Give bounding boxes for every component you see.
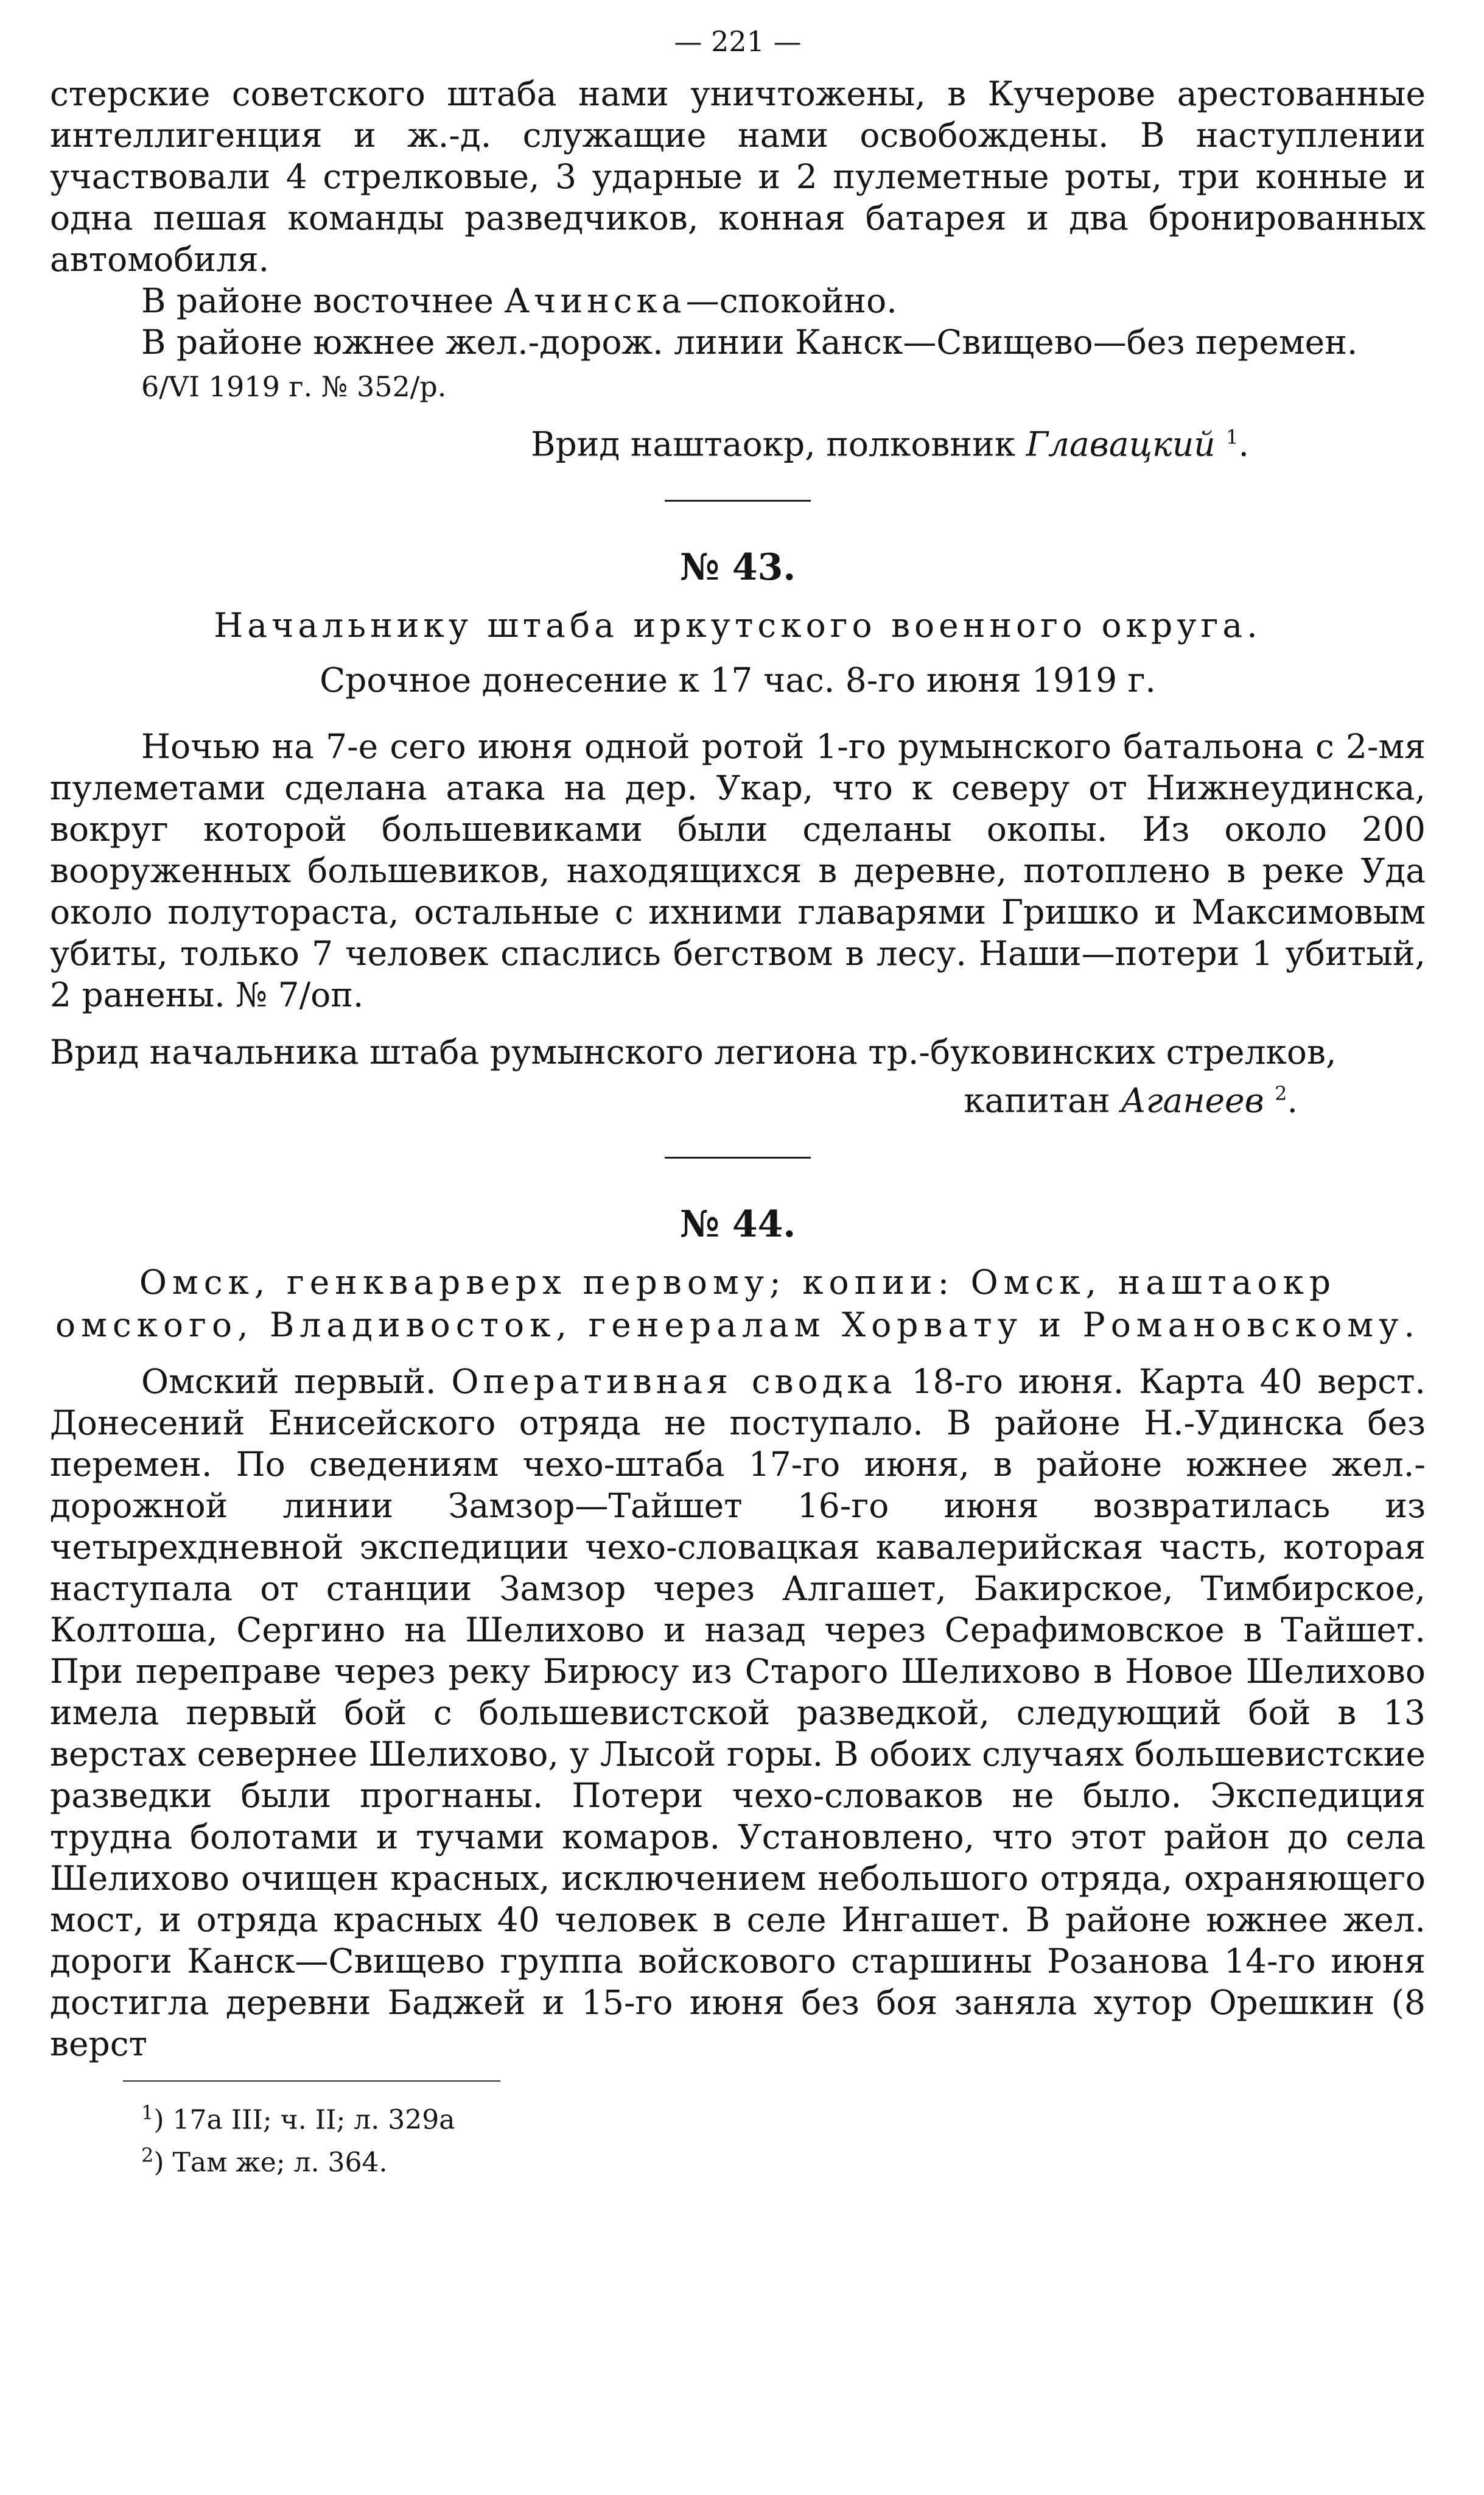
footnote-2: $^2$) Там же; л. 364.: [141, 2144, 388, 2178]
paragraph-top-2: В районе восточнее Ачинска—спокойно.: [141, 281, 897, 320]
document-number-43: № 43.: [679, 546, 796, 589]
place-name-achinsk: Ачинска: [504, 281, 686, 320]
footnote-divider: [123, 2080, 500, 2082]
document-page: [50, 23, 1426, 2181]
document-reference: 6/VI 1919 г. № 352/р.: [141, 370, 447, 403]
section-divider: [665, 1157, 811, 1159]
document-body-44: Омский первый. Оперативная сводка 18-го июня. Карта 40 верст. Донесений Енисейского отряда не поступало. В районе Н.-Удинска без перемен. По сведениям чехо-штаба 17-го июня, в районе южнее жел.-дорожной линии Замзор—Тайшет 16-го июня возвратилась из четырехдневной экспедиции чехо-словацкая кавалерийская часть, которая наступала от станции Замзор через Алгашет, Бакирское, Тимбирское, Колтоша, Сергино на Шелихово и назад через Серафимовское в Тайшет. При переправе через реку Бирюсу из Старого Шелихово в Новое Шелихово имела первый бой с большевистской разведкой, следующий бой в 13 верстах севернее Шелихово, у Лысой горы. В обоих случаях большевистские разведки были прогнаны. Потери чехо-словаков не было. Экспедиция трудна болотами и тучами комаров. Установлено, что этот район до села Шелихово очищен красных, исключением небольшого отряда, охраняющего мост, и отряда красных 40 человек в селе Ингашет. В районе южнее жел. дороги Канск—Свищево группа войскового старшины Розанова 14-го июня достигла деревни Баджей и 15-го июня без боя заняла хутор Орешкин (8 верст: [50, 1361, 1426, 2063]
signature-top: Врид наштаокр, полковник Главацкий $^1$.: [531, 424, 1249, 464]
document-heading-43: Срочное донесение к 17 час. 8-го июня 1919 г.: [320, 661, 1156, 700]
signature-43-line-2: капитан Аганеев $^2$.: [964, 1081, 1298, 1120]
report-title: Оперативная сводка: [451, 1361, 897, 1401]
signature-43-line-1: Врид начальника штаба румынского легиона тр.-буковинских стрелков,: [50, 1033, 1337, 1072]
document-number-44: № 44.: [679, 1202, 796, 1246]
paragraph-top-1: стерские советского штаба нами уничтожены, в Кучерове арестованные интеллигенция и ж.-д. служащие нами освобождены. В наступлении участвовали 4 стрелковые, 3 ударные и 2 пулеметные роты, три конные и одна пешая команды разведчиков, конная батарея и два бронированных автомобиля.: [50, 74, 1426, 279]
document-body-43: Ночью на 7-е сего июня одной ротой 1-го румынского батальона с 2-мя пулеметами сделана атака на дер. Укар, что к северу от Нижнеудинска, вокруг которой большевиками были сделаны окопы. Из около 200 вооруженных большевиков, находящихся в деревне, потоплено в реке Уда около полутораста, остальные с ихними главарями Гришко и Максимовым убиты, только 7 человек спаслись бегством в лесу. Наши—потери 1 убитый, 2 ранены. № 7/оп.: [50, 727, 1426, 1015]
page-number: — 221 —: [674, 25, 802, 58]
signature-43: [50, 1031, 1426, 1121]
footnote-mark: 1: [1226, 426, 1239, 449]
document-address-43: Начальнику штаба иркутского военного округа.: [214, 606, 1262, 645]
signer-name: Аганеев: [1121, 1081, 1264, 1120]
signer-name: Главацкий: [1026, 424, 1216, 464]
paragraph-top-3: В районе южнее жел.-дорож. линии Канск—Свищево—без перемен.: [141, 323, 1358, 362]
footnote-1: $^1$) 17а III; ч. II; л. 329а: [141, 2100, 455, 2136]
section-divider: [665, 500, 811, 502]
footnote-mark: 2: [1275, 1082, 1287, 1106]
document-address-44: Омск, генкварверх первому; копии: Омск, наштаокр омского, Владивосток, генералам Хорвату и Романовскому.: [55, 1262, 1421, 1344]
